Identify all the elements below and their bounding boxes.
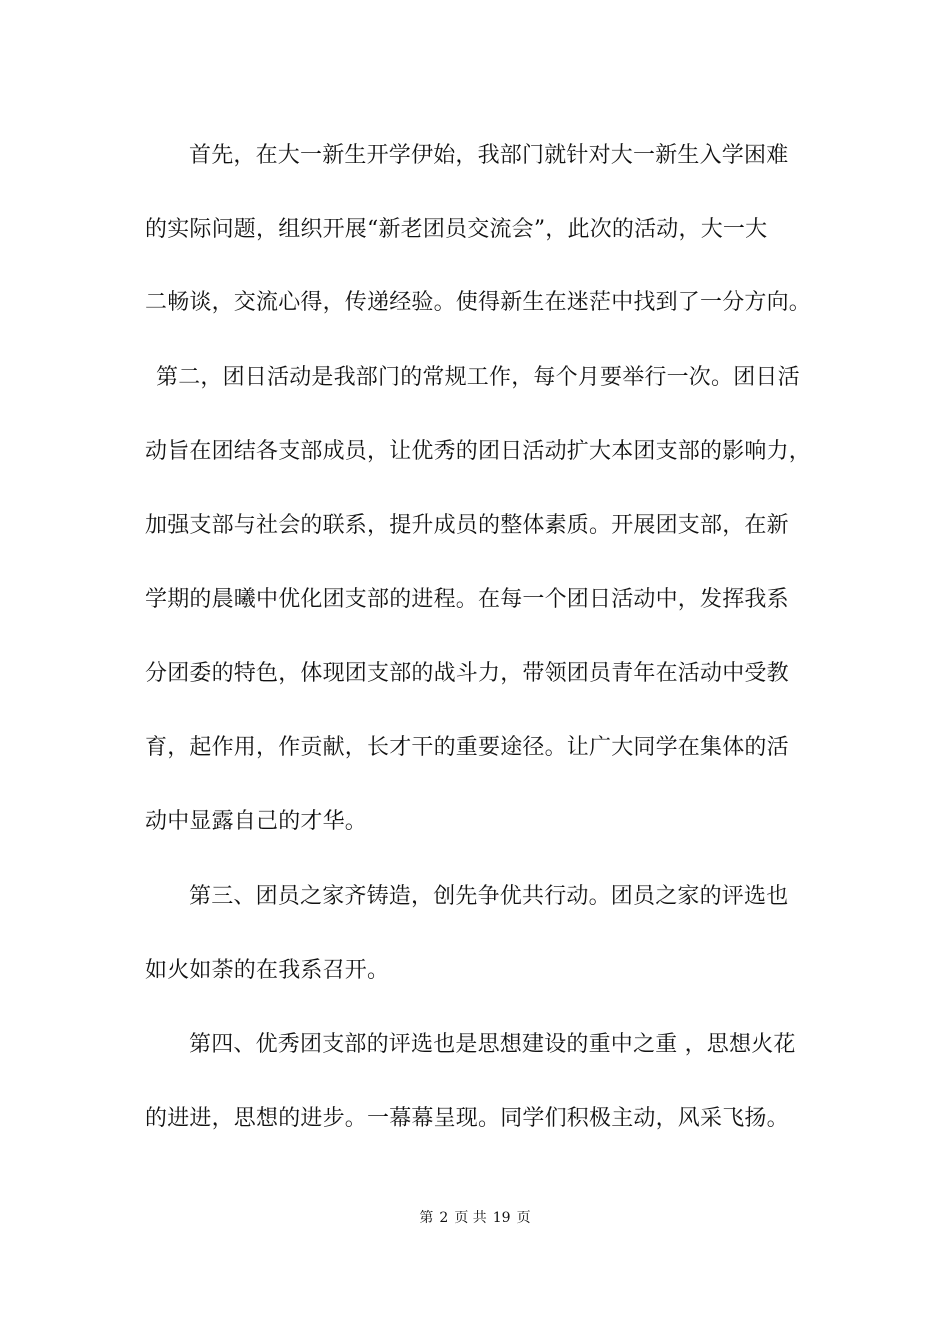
paragraph-2-line-5: 分团委的特色，体现团支部的战斗力，带领团员青年在活动中受教 — [145, 661, 789, 686]
paragraph-2-line-6: 育，起作用，作贡献，长才干的重要途径。让广大同学在集体的活 — [145, 735, 789, 760]
paragraph-1-line-2: 的实际问题，组织开展“新老团员交流会”，此次的活动，大一大 — [145, 217, 768, 242]
paragraph-2-line-7: 动中显露自己的才华。 — [145, 809, 368, 834]
paragraph-1-line-3: 二畅谈，交流心得，传递经验。使得新生在迷茫中找到了一分方向。 — [145, 290, 812, 315]
paragraph-4-line-1: 第四、优秀团支部的评选也是思想建设的重中之重 ，思想火花 — [189, 1032, 796, 1057]
page-footer — [0, 1209, 950, 1227]
paragraph-2-line-3: 加强支部与社会的联系，提升成员的整体素质。开展团支部，在新 — [145, 513, 789, 538]
paragraph-3-line-2: 如火如荼的在我系召开。 — [145, 958, 390, 983]
footer-total-pages: 19 — [492, 1210, 511, 1226]
paragraph-3-line-1: 第三、团员之家齐铸造，创先争优共行动。团员之家的评选也 — [189, 884, 789, 909]
footer-middle: 页 共 — [454, 1210, 487, 1226]
paragraph-2-line-1: 第二，团日活动是我部门的常规工作，每个月要举行一次。团日活 — [156, 365, 800, 390]
paragraph-2-line-4: 学期的晨曦中优化团支部的进程。在每一个团日活动中，发挥我系 — [145, 587, 789, 612]
paragraph-4-line-2: 的进进，思想的进步。一幕幕呈现。同学们积极主动，风采飞扬。 — [145, 1106, 789, 1131]
paragraph-1-line-1: 首先，在大一新生开学伊始，我部门就针对大一新生入学困难 — [189, 143, 789, 168]
footer-page-number: 2 — [439, 1210, 449, 1226]
paragraph-2-line-2: 动旨在团结各支部成员，让优秀的团日活动扩大本团支部的影响力， — [145, 439, 812, 464]
footer-prefix: 第 — [419, 1210, 434, 1226]
footer-suffix: 页 — [516, 1210, 531, 1226]
